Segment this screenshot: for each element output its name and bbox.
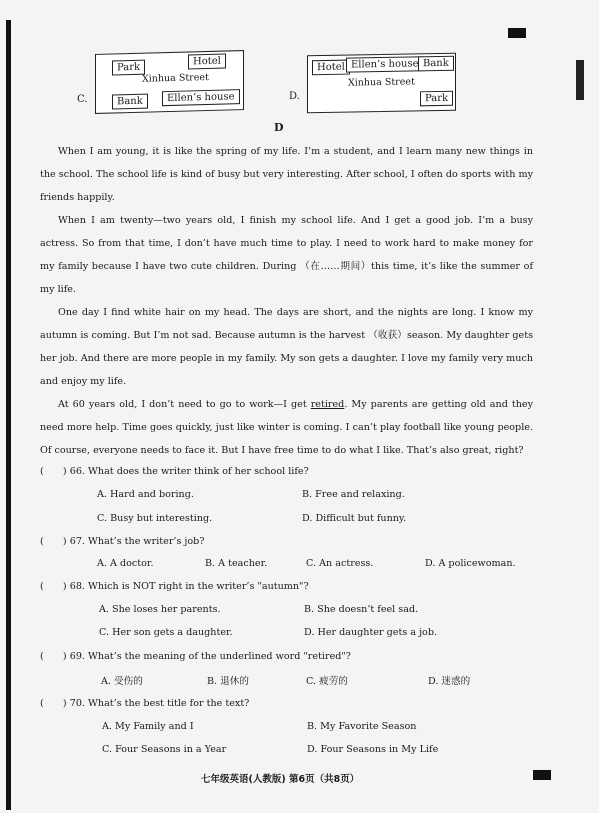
- question-68-stem: ( ) 68. Which is NOT right in the writer’s "autumn"?: [40, 581, 309, 592]
- question-67-option-c[interactable]: C. An actress.: [306, 558, 374, 569]
- map-c-street: Xinhua Street: [142, 71, 209, 85]
- passage-paragraph-4: [40, 393, 533, 462]
- map-c-park: Park: [112, 60, 145, 76]
- question-66-option-a[interactable]: A. Hard and boring.: [97, 489, 194, 500]
- option-c-letter: C.: [77, 94, 88, 105]
- passage-paragraph-3: One day I find white hair on my head. The days are short, and the nights are long. I know my autumn is coming. But I’m not sad. Because autumn is the harvest （收获）season. My daughter gets her job. And there are more people in my family. My son gets a daughter. I love my family very much and enjoy my life.: [40, 307, 533, 387]
- section-title: D: [274, 121, 284, 134]
- top-registration-mark: [508, 28, 526, 38]
- map-d-street: Xinhua Street: [348, 76, 415, 89]
- question-67-option-a[interactable]: A. A doctor.: [97, 558, 154, 569]
- question-68-option-b[interactable]: B. She doesn’t feel sad.: [304, 604, 419, 615]
- question-68-option-a[interactable]: A. She loses her parents.: [99, 604, 221, 615]
- option-c-map: [95, 50, 244, 114]
- question-68-option-c[interactable]: C. Her son gets a daughter.: [99, 627, 233, 638]
- question-69-option-c[interactable]: C. 疲劳的: [306, 676, 348, 687]
- page-footer: 七年级英语(人教版) 第6页（共8页）: [201, 774, 360, 785]
- map-c-hotel: Hotel: [188, 54, 226, 70]
- map-d-bank: Bank: [418, 56, 454, 72]
- question-70-option-a[interactable]: A. My Family and I: [102, 721, 194, 732]
- question-70-option-d[interactable]: D. Four Seasons in My Life: [307, 744, 439, 755]
- question-67-stem: ( ) 67. What’s the writer’s job?: [40, 536, 205, 547]
- question-70-option-b[interactable]: B. My Favorite Season: [307, 721, 417, 732]
- map-c-ellens-house: Ellen’s house: [162, 89, 240, 106]
- map-d-ellens-house: Ellen’s house: [346, 56, 424, 72]
- question-67-option-b[interactable]: B. A teacher.: [205, 558, 268, 569]
- bottom-registration-mark: [533, 770, 551, 780]
- passage-paragraph-1: When I am young, it is like the spring of my life. I’m a student, and I learn many new things in the school. The school life is kind of busy but very interesting. After school, I often do sports with my friends happily.: [40, 146, 533, 203]
- question-68-option-d[interactable]: D. Her daughter gets a job.: [304, 627, 438, 638]
- map-d-hotel: Hotel: [312, 60, 350, 76]
- option-d-map: [307, 53, 456, 114]
- question-66-option-b[interactable]: B. Free and relaxing.: [302, 489, 405, 500]
- underlined-word-retired: retired: [310, 399, 345, 410]
- question-66-option-c[interactable]: C. Busy but interesting.: [97, 513, 213, 524]
- question-66-stem: ( ) 66. What does the writer think of her school life?: [40, 466, 309, 477]
- p4-text-before: At 60 years old, I don’t need to go to work—I get: [58, 399, 311, 410]
- question-70-option-c[interactable]: C. Four Seasons in a Year: [102, 744, 227, 755]
- question-70-stem: ( ) 70. What’s the best title for the text?: [40, 698, 250, 709]
- question-69-option-d[interactable]: D. 迷惑的: [428, 676, 471, 687]
- edge-scan-artifact: [576, 60, 584, 100]
- question-66-option-d[interactable]: D. Difficult but funny.: [302, 513, 407, 524]
- passage-paragraph-2: When I am twenty—two years old, I finish my school life. And I get a good job. I’m a busy actress. So from that time, I don’t have much time to play. I need to work hard to make money for my family because I have two cute children. During （在……期间）this time, it’s like the summer of my life.: [40, 215, 533, 295]
- option-d-letter: D.: [289, 91, 300, 102]
- question-67-option-d[interactable]: D. A policewoman.: [425, 558, 516, 569]
- binding-edge-line: [6, 20, 11, 810]
- map-d-park: Park: [420, 91, 453, 107]
- question-69-option-b[interactable]: B. 退休的: [207, 676, 249, 687]
- p4-text-after: . My parents are getting old and they need more help. Time goes quickly, just like winter is coming. I can’t play football like young people. Of course, everyone needs to face it. But I have free time to do what I like. That’s also great, right?: [40, 399, 534, 456]
- question-69-stem: ( ) 69. What’s the meaning of the underlined word "retired"?: [40, 651, 351, 662]
- question-69-option-a[interactable]: A. 受伤的: [101, 676, 143, 687]
- map-c-bank: Bank: [112, 94, 148, 110]
